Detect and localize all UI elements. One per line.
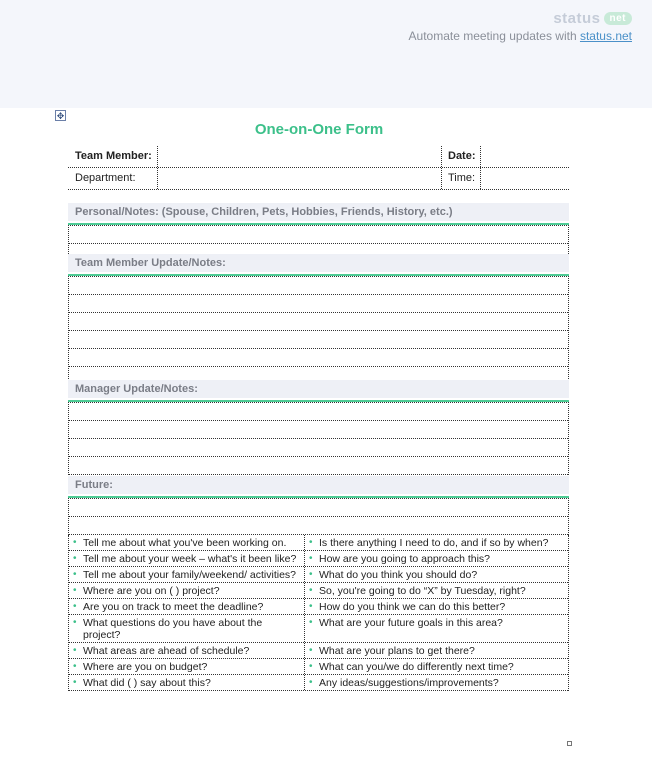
form-title: One-on-One Form: [254, 121, 384, 138]
note-line[interactable]: [69, 403, 568, 421]
question-row: [69, 535, 568, 551]
section-header: Personal/Notes: (Spouse, Children, Pets, Hobbies, Friends, History, etc.): [68, 203, 569, 221]
table-move-handle-icon[interactable]: ✥: [56, 111, 65, 121]
bullet-icon: •: [309, 537, 313, 548]
note-line[interactable]: [69, 439, 568, 457]
bullet-icon: •: [309, 645, 313, 656]
question-item: [305, 599, 568, 614]
question-text: How are you going to approach this?: [319, 553, 491, 565]
date-label: Date:: [448, 150, 476, 162]
team-member-label: Team Member:: [75, 150, 152, 162]
question-text: What can you/we do differently next time?: [319, 661, 514, 673]
bullet-icon: •: [73, 677, 77, 688]
note-line[interactable]: [69, 457, 568, 475]
question-row: [69, 659, 568, 675]
bullet-icon: •: [73, 569, 77, 580]
question-text: What do you think you should do?: [319, 569, 478, 581]
department-label: Department:: [75, 172, 136, 184]
note-line[interactable]: [69, 226, 568, 244]
question-text: What did ( ) say about this?: [83, 677, 211, 689]
bullet-icon: •: [73, 537, 77, 548]
question-item: [69, 567, 305, 582]
form-body: [68, 146, 569, 689]
question-grid: [68, 535, 569, 691]
tagline-text: Automate meeting updates with: [408, 29, 577, 43]
question-text: What are your future goals in this area?: [319, 617, 503, 629]
banner-tagline: [409, 29, 632, 43]
question-row: [69, 675, 568, 691]
question-text: What questions do you have about the project?: [83, 617, 263, 641]
divider: [157, 168, 158, 189]
question-text: Tell me about your family/weekend/ activities?: [83, 569, 297, 581]
note-line[interactable]: [69, 277, 568, 295]
bullet-icon: •: [73, 553, 77, 564]
question-item: [69, 615, 305, 642]
bullet-icon: •: [73, 617, 77, 628]
question-text: Is there anything I need to do, and if so by when?: [319, 537, 549, 549]
question-item: [305, 659, 568, 674]
question-text: Tell me about your week – what's it been like?: [83, 553, 297, 565]
question-item: [69, 675, 305, 690]
question-item: [305, 675, 568, 690]
question-text: Any ideas/suggestions/improvements?: [319, 677, 499, 689]
table-resize-handle[interactable]: [567, 741, 572, 746]
divider: [157, 146, 158, 167]
note-line[interactable]: [69, 313, 568, 331]
divider: [441, 168, 442, 189]
note-line[interactable]: [69, 295, 568, 313]
bullet-icon: •: [309, 601, 313, 612]
question-row: [69, 615, 568, 643]
question-item: [69, 535, 305, 550]
status-net-logo[interactable]: [553, 10, 632, 27]
question-item: [69, 551, 305, 566]
time-label: Time:: [448, 172, 476, 184]
bullet-icon: •: [309, 677, 313, 688]
section-header: Future:: [68, 476, 569, 494]
bullet-icon: •: [309, 617, 313, 628]
question-text: Where are you on ( ) project?: [83, 585, 220, 597]
promo-banner: [0, 0, 652, 108]
header-table: [68, 146, 569, 190]
bullet-icon: •: [309, 661, 313, 672]
question-text: What areas are ahead of schedule?: [83, 645, 250, 657]
note-line[interactable]: [69, 421, 568, 439]
team-member-update-section: [68, 254, 569, 385]
note-line[interactable]: [69, 499, 568, 517]
question-item: [69, 659, 305, 674]
question-row: [69, 643, 568, 659]
question-text: What are your plans to get there?: [319, 645, 475, 657]
note-line[interactable]: [69, 349, 568, 367]
bullet-icon: •: [309, 569, 313, 580]
bullet-icon: •: [73, 661, 77, 672]
section-header: Manager Update/Notes:: [68, 380, 569, 398]
future-section: [68, 476, 569, 691]
question-row: [69, 567, 568, 583]
bullet-icon: •: [309, 553, 313, 564]
brand-name: status: [553, 10, 601, 27]
question-text: Where are you on budget?: [83, 661, 208, 673]
question-item: [69, 599, 305, 614]
question-item: [305, 583, 568, 598]
brand-badge: net: [604, 12, 633, 25]
question-item: [305, 551, 568, 566]
question-text: How do you think we can do this better?: [319, 601, 506, 613]
question-item: [305, 643, 568, 658]
divider: [480, 146, 481, 167]
note-line[interactable]: [69, 331, 568, 349]
question-row: [69, 551, 568, 567]
question-item: [69, 643, 305, 658]
question-item: [69, 583, 305, 598]
divider: [480, 168, 481, 189]
divider: [441, 146, 442, 167]
question-text: Are you on track to meet the deadline?: [83, 601, 264, 613]
question-row: [69, 583, 568, 599]
section-header: Team Member Update/Notes:: [68, 254, 569, 272]
status-net-link[interactable]: status.net: [579, 29, 632, 43]
question-item: [305, 535, 568, 550]
bullet-icon: •: [73, 645, 77, 656]
question-item: [305, 615, 568, 642]
question-row: [69, 599, 568, 615]
bullet-icon: •: [73, 601, 77, 612]
bullet-icon: •: [73, 585, 77, 596]
bullet-icon: •: [309, 585, 313, 596]
question-text: So, you're going to do “X” by Tuesday, right?: [319, 585, 526, 597]
question-item: [305, 567, 568, 582]
manager-update-section: [68, 380, 569, 475]
note-line[interactable]: [69, 517, 568, 535]
question-text: Tell me about what you've been working on.: [83, 537, 287, 549]
